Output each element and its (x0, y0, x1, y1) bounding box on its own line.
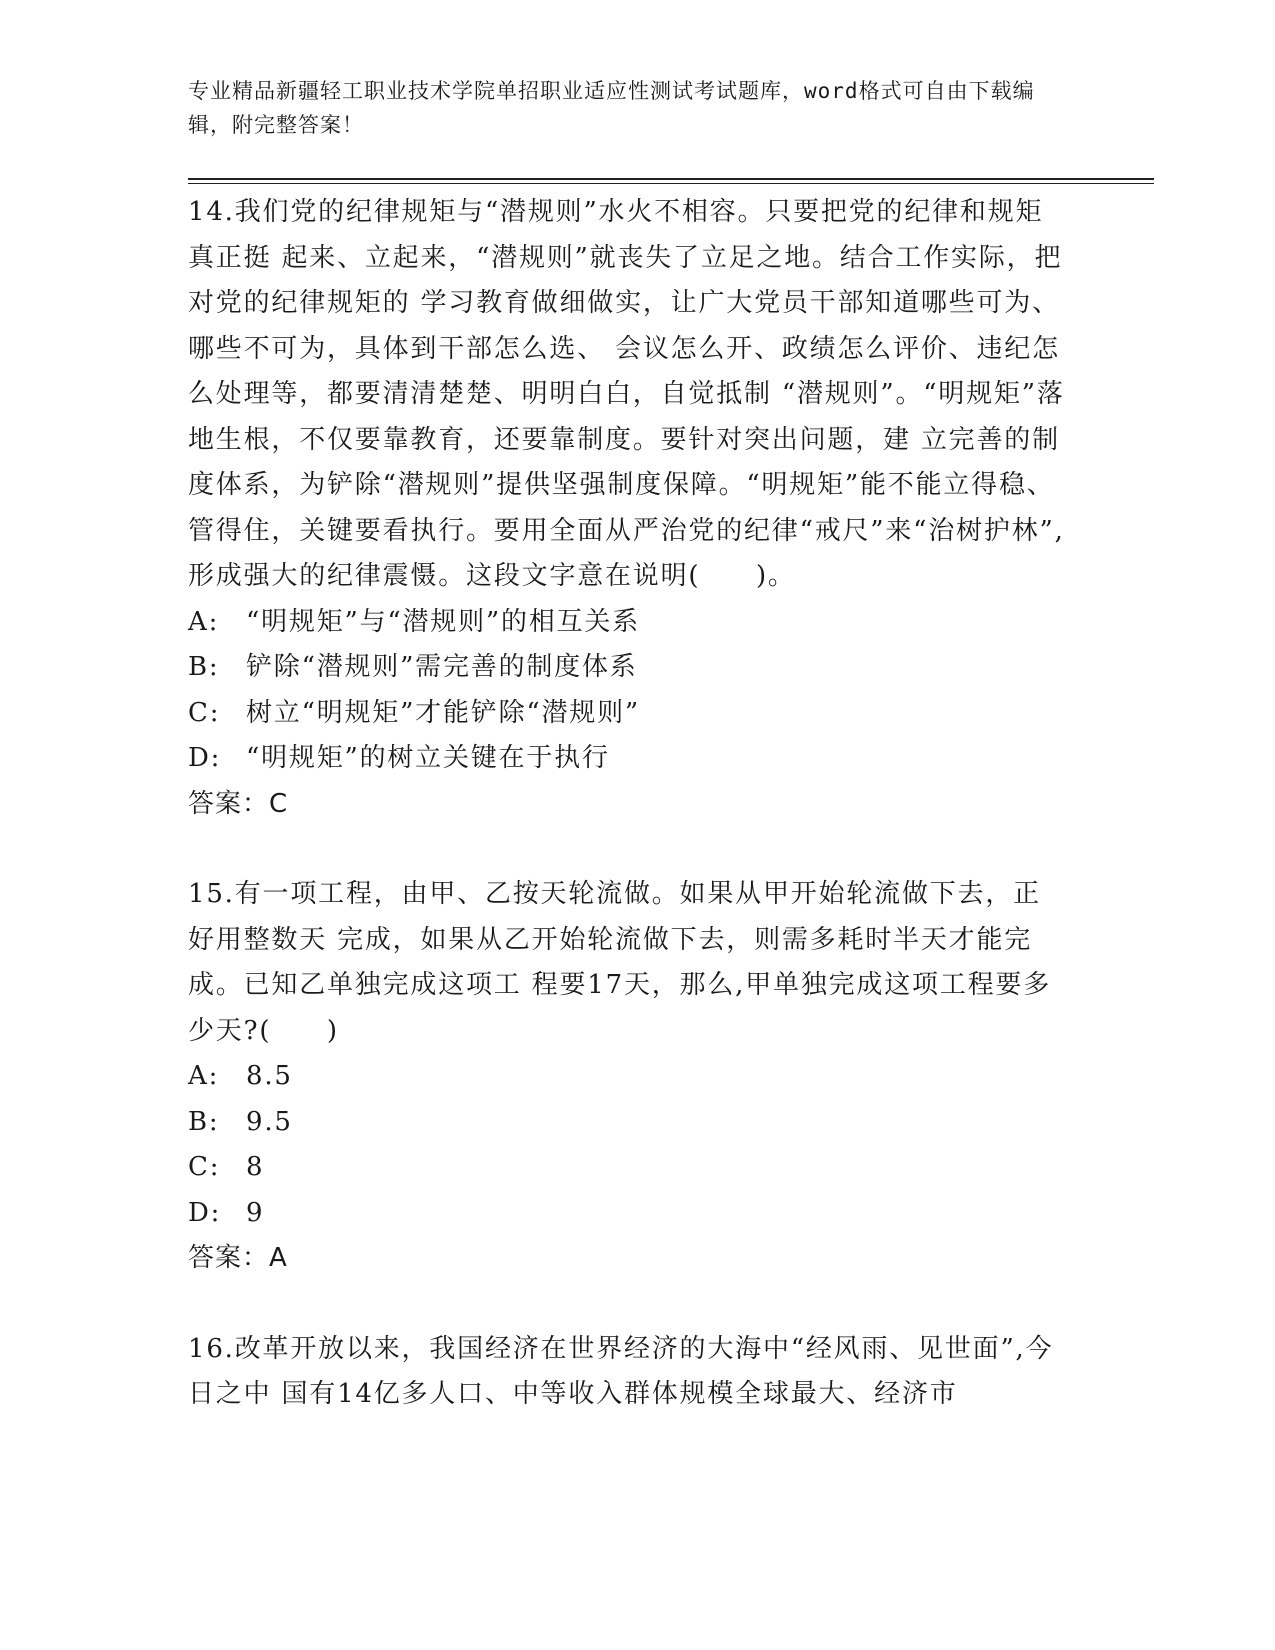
header-divider-thick (188, 178, 1154, 180)
option-d (188, 1191, 1068, 1237)
option-c (188, 1145, 1068, 1191)
question-stem: 16.改革开放以来，我国经济在世界经济的大海中“经风雨、见世面”,今日之中 国有14亿多人口、中等收入群体规模全球最大、经济市 (188, 1333, 1054, 1409)
option-letter: C: (188, 1152, 221, 1182)
question-15 (188, 872, 1068, 1282)
question-spacer (188, 827, 1068, 872)
option-b (188, 645, 1068, 691)
option-b (188, 1100, 1068, 1146)
question-stem: 15.有一项工程，由甲、乙按天轮流做。如果从甲开始轮流做下去，正好用整数天 完成，如果从乙开始轮流做下去，则需多耗时半天才能完成。已知乙单独完成这项工 程要17天，那么,甲单独完成这项工程要多少天?( ) (188, 879, 1052, 1046)
option-c (188, 691, 1068, 737)
option-a (188, 1054, 1068, 1100)
option-text: 8.5 (246, 1061, 293, 1091)
question-stem: 14.我们党的纪律规矩与“潜规则”水火不相容。只要把党的纪律和规矩真正挺 起来、立起来，“潜规则”就丧失了立足之地。结合工作实际，把对党的纪律规矩的 学习教育做细做实，让广大党员干部知道哪些可为、哪些不可为，具体到干部怎么选、 会议怎么开、政绩怎么评价、违纪怎么处理等，都要清清楚楚、明明白白，自觉抵制 “潜规则”。“明规矩”落地生根，不仅要靠教育，还要靠制度。要针对突出问题，建 立完善的制度体系，为铲除“潜规则”提供坚强制度保障。“明规矩”能不能立得稳、 管得住，关键要看执行。要用全面从严治党的纪律“戒尺”来“治树护林”,形成强大的纪律震慑。这段文字意在说明( )。 (188, 197, 1065, 591)
option-letter: D: (188, 743, 222, 773)
option-letter: B: (188, 1106, 220, 1137)
option-d (188, 736, 1068, 782)
option-text: 8 (246, 1152, 265, 1182)
option-text: 9 (246, 1197, 265, 1228)
option-letter: A: (188, 1061, 220, 1091)
option-letter: B: (188, 652, 220, 682)
option-text: 铲除“潜规则”需完善的制度体系 (246, 652, 638, 682)
option-text: “明规矩”与“潜规则”的相互关系 (246, 606, 640, 637)
question-14 (188, 190, 1068, 827)
question-spacer (188, 1282, 1068, 1327)
option-text: 9.5 (246, 1106, 293, 1137)
option-text: “明规矩”的树立关键在于执行 (246, 743, 610, 773)
document-header: 专业精品新疆轻工职业技术学院单招职业适应性测试考试题库，word格式可自由下载编辑，附完整答案！ (188, 79, 1035, 137)
answer-line: 答案：A (188, 1243, 288, 1273)
option-a (188, 600, 1068, 646)
question-16 (188, 1327, 1068, 1418)
option-letter: C: (188, 697, 221, 728)
option-letter: A: (188, 606, 220, 637)
option-text: 树立“明规矩”才能铲除“潜规则” (246, 697, 640, 728)
answer-line: 答案：C (188, 788, 289, 819)
option-letter: D: (188, 1197, 222, 1228)
question-list (188, 190, 1068, 1418)
header-divider-thin (188, 183, 1154, 184)
